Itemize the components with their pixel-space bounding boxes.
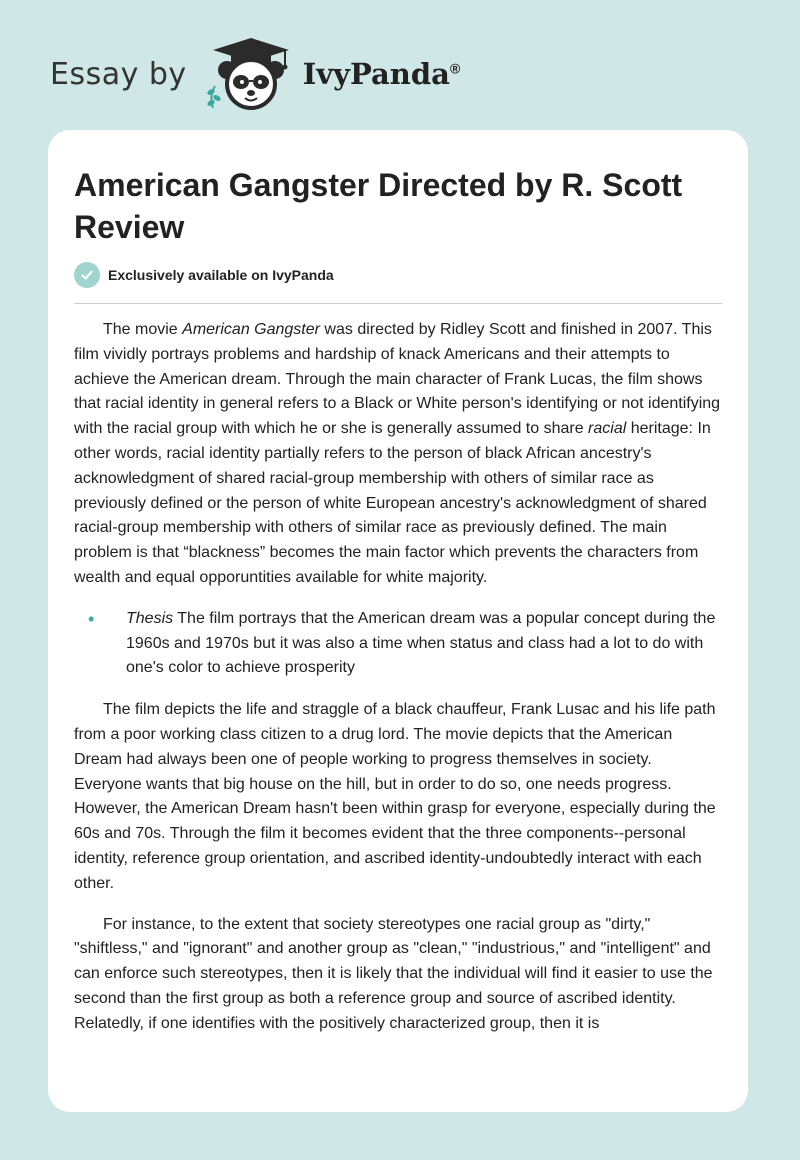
emphasis-racial: racial: [588, 420, 627, 438]
badge-text: Exclusively available on IvyPanda: [108, 267, 334, 283]
check-icon: [74, 262, 100, 288]
panda-logo-icon[interactable]: [205, 36, 297, 112]
bullet-dot-icon: •: [88, 608, 95, 629]
paragraph-1: [74, 318, 722, 591]
site-header: [50, 34, 460, 114]
paragraph-1-text-a: The movie: [103, 321, 183, 338]
brand-prefix: Essay by: [50, 56, 187, 92]
exclusive-badge: [74, 262, 334, 288]
paragraph-1-text-b: was directed by Ridley Scott and finished in 2007. This film vividly portrays problems and hardship of knack Americans and their attempts to achieve the American dream. Through the main character of Frank Lucas, the film shows that racial identity in general refers to a Black or White person's identifying or not identifying with the racial group with which he or she is generally assumed to share: [74, 321, 721, 438]
list-item: [74, 607, 722, 681]
thesis-text: The film portrays that the American dream was a popular concept during the 1960s and 1970s but it was also a time when status and class had a lot to do with one's color to achieve prosperity: [126, 609, 716, 677]
essay-body: [74, 318, 722, 1053]
registered-mark: ®: [449, 60, 461, 77]
divider: [74, 303, 722, 304]
paragraph-1-text-c: heritage: In other words, racial identity partially refers to the person of black African ancestry's acknowledgment of shared racial-group membership with others of similar race as previously defined or the person of white European ancestry's acknowledgment of shared racial-group membership with others of similar race as previously defined. The main problem is that “blackness” becomes the main factor which prevents the characters from wealth and equal opporuntities available for white majority.: [74, 420, 711, 586]
paragraph-2: The film depicts the life and straggle of a black chauffeur, Frank Lusac and his life path from a poor working class citizen to a drug lord. The movie depicts that the American Dream had always been one of people working to progress themselves in society. Everyone wants that big house on the hill, but in order to do so, one needs progress. However, the American Dream hasn't been within grasp for everyone, especially during the 60s and 70s. Through the film it becomes evident that the three components--personal identity, reference group orientation, and ascribed identity-undoubtedly interact with each other.: [74, 701, 716, 892]
movie-title: American Gangster: [182, 321, 320, 338]
brand-name[interactable]: [303, 57, 461, 91]
page-title: American Gangster Directed by R. Scott Review: [74, 167, 683, 245]
thesis-list: [74, 607, 722, 681]
essay-card: [48, 130, 748, 1112]
thesis-label: Thesis: [126, 609, 174, 627]
brand-name-text: IvyPanda: [302, 57, 450, 91]
paragraph-3: For instance, to the extent that society stereotypes one racial group as "dirty," "shiftless," and "ignorant" and another group as "clean," "industrious," and "intelligent" and can enforce such stereotypes, then it is likely that the individual will find it easier to use the second than the first group as both a reference group and source of ascribed identity. Relatedly, if one identifies with the positively characterized group, then it is: [74, 915, 713, 1032]
